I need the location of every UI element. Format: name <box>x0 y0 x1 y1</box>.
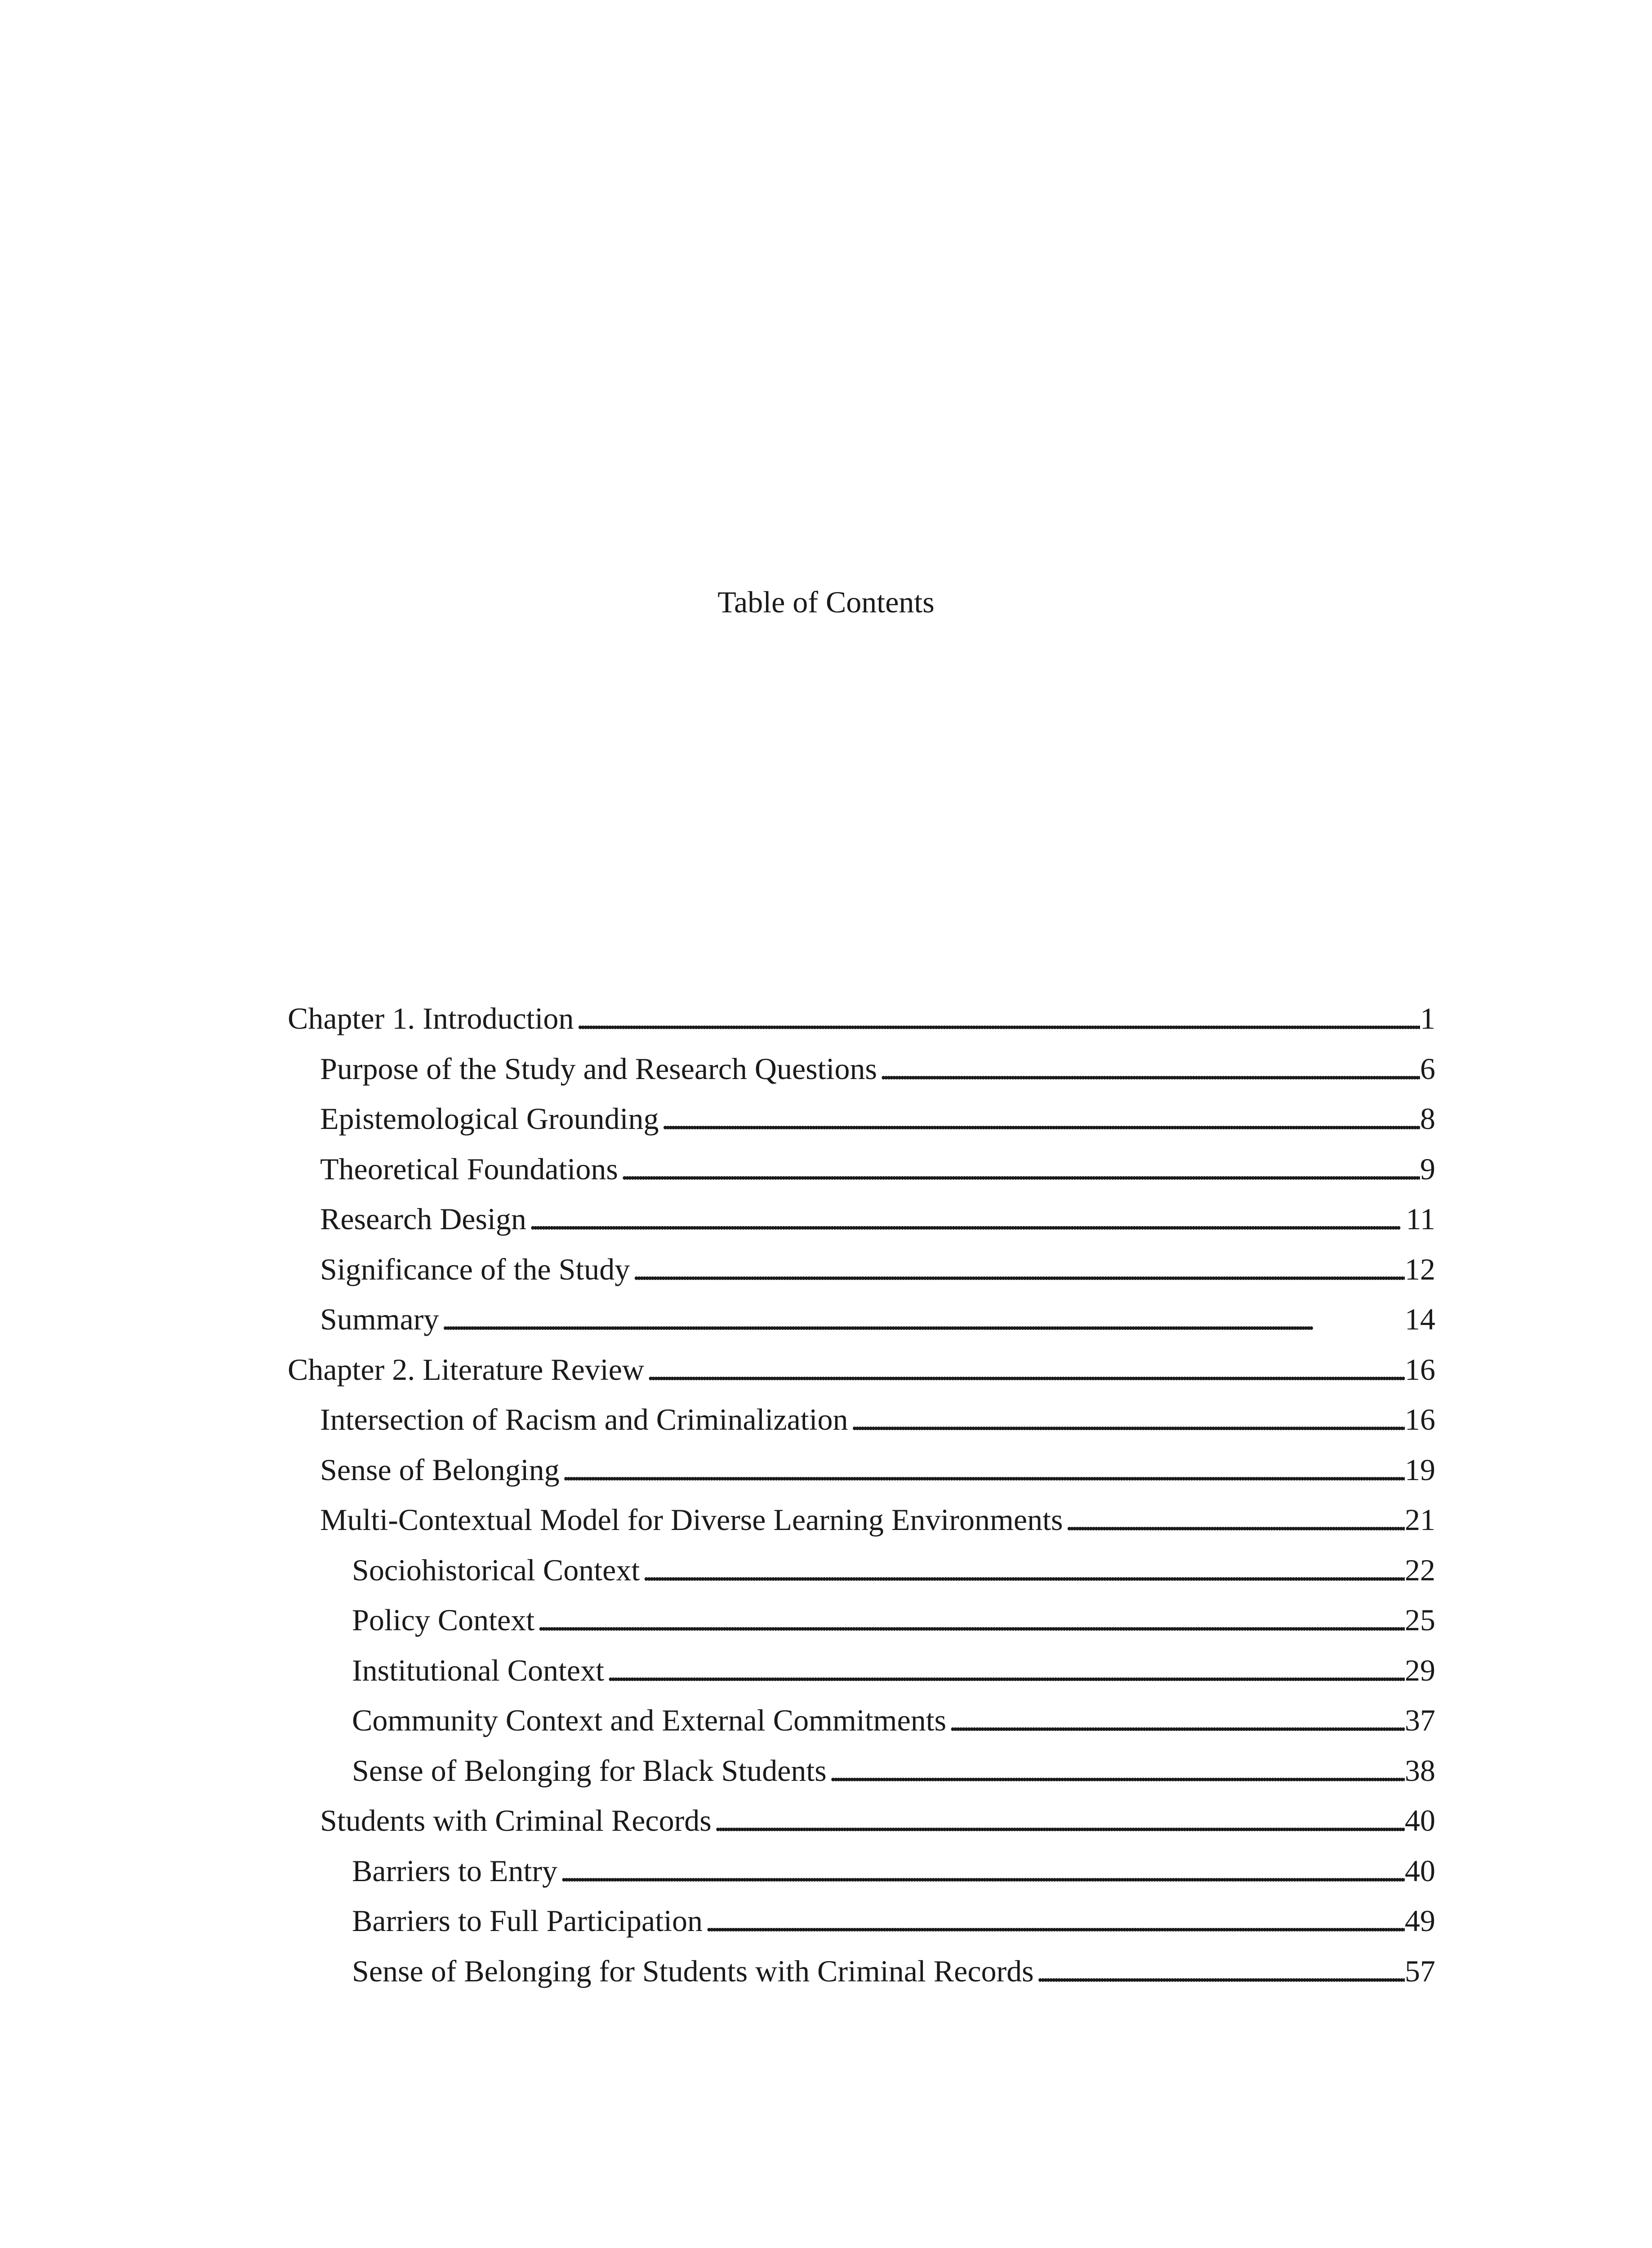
toc-entry[interactable] <box>288 1646 1435 1696</box>
dot-leader <box>604 1646 1405 1696</box>
toc-entry[interactable] <box>288 1144 1435 1195</box>
toc-entry[interactable] <box>288 1796 1435 1846</box>
toc-entry[interactable] <box>288 1896 1435 1946</box>
dot-leader <box>703 1896 1405 1946</box>
toc-entry[interactable] <box>288 1194 1435 1244</box>
toc-entry-page: 29 <box>1405 1653 1435 1687</box>
toc-entry-title: Community Context and External Commitments <box>352 1703 947 1737</box>
toc-entry-title: Summary <box>320 1302 439 1336</box>
toc-entry-page: 16 <box>1405 1352 1435 1387</box>
toc-entry-title: Institutional Context <box>352 1653 604 1687</box>
toc-entry-page: 25 <box>1405 1603 1435 1637</box>
dot-leader <box>630 1244 1405 1295</box>
toc-entry[interactable] <box>288 1395 1435 1445</box>
dot-leader <box>574 994 1420 1044</box>
toc-entry[interactable] <box>288 1044 1435 1094</box>
toc-entry-title: Epistemological Grounding <box>320 1102 659 1136</box>
dot-leader <box>439 1294 1405 1345</box>
toc-entry[interactable] <box>288 1345 1435 1395</box>
toc-entry-title: Barriers to Entry <box>352 1853 557 1888</box>
toc-entry-title: Multi-Contextual Model for Diverse Learning Environments <box>320 1503 1063 1537</box>
toc-entry-page: 19 <box>1405 1452 1435 1487</box>
toc-entry[interactable] <box>288 994 1435 1044</box>
toc-entry[interactable] <box>288 1946 1435 1997</box>
toc-entry[interactable] <box>288 1244 1435 1295</box>
dot-leader <box>618 1144 1420 1195</box>
toc-entry[interactable] <box>288 1495 1435 1545</box>
dot-leader <box>946 1695 1405 1746</box>
dot-leader <box>848 1395 1405 1445</box>
toc-entry-page: 12 <box>1405 1252 1435 1286</box>
toc-entry-title: Sense of Belonging for Students with Criminal Records <box>352 1954 1034 1988</box>
toc-entry-title: Sense of Belonging for Black Students <box>352 1753 827 1788</box>
dot-leader <box>877 1044 1420 1094</box>
dot-leader <box>640 1545 1405 1596</box>
toc-entry[interactable] <box>288 1746 1435 1796</box>
dot-leader <box>534 1595 1405 1646</box>
toc-entry[interactable] <box>288 1595 1435 1646</box>
toc-entry-title: Significance of the Study <box>320 1252 630 1286</box>
toc-entry[interactable] <box>288 1545 1435 1596</box>
toc-entry-page: 21 <box>1405 1503 1435 1537</box>
page-title: Table of Contents <box>717 585 935 619</box>
toc-entry-page: 14 <box>1405 1302 1435 1336</box>
dot-leader <box>557 1846 1405 1896</box>
dot-leader <box>526 1194 1406 1244</box>
toc-entry-page: 22 <box>1405 1552 1435 1587</box>
toc-entry-title: Chapter 1. Introduction <box>288 1001 574 1035</box>
table-of-contents <box>288 994 1435 1996</box>
toc-entry-title: Chapter 2. Literature Review <box>288 1352 645 1387</box>
toc-entry-title: Theoretical Foundations <box>320 1151 618 1186</box>
toc-entry[interactable] <box>288 1846 1435 1896</box>
toc-entry-title: Research Design <box>320 1202 526 1236</box>
toc-entry[interactable] <box>288 1294 1435 1345</box>
dot-leader <box>659 1094 1420 1144</box>
toc-entry[interactable] <box>288 1695 1435 1746</box>
toc-entry-title: Purpose of the Study and Research Questions <box>320 1051 877 1086</box>
dot-leader <box>1063 1495 1405 1545</box>
toc-entry-page: 9 <box>1420 1151 1435 1186</box>
toc-entry-title: Barriers to Full Participation <box>352 1904 703 1938</box>
toc-entry-page: 40 <box>1405 1853 1435 1888</box>
toc-entry-title: Sense of Belonging <box>320 1452 560 1487</box>
toc-entry-page: 8 <box>1420 1102 1435 1136</box>
dot-leader <box>1034 1946 1405 1997</box>
dot-leader <box>560 1445 1405 1495</box>
toc-entry-title: Intersection of Racism and Criminalization <box>320 1402 848 1436</box>
dot-leader <box>644 1345 1405 1395</box>
toc-entry-title: Policy Context <box>352 1603 535 1637</box>
toc-entry-page: 6 <box>1420 1051 1435 1086</box>
toc-entry-page: 16 <box>1405 1402 1435 1436</box>
toc-entry-page: 40 <box>1405 1803 1435 1838</box>
toc-entry[interactable] <box>288 1094 1435 1144</box>
toc-entry-page: 49 <box>1405 1904 1435 1938</box>
toc-entry-title: Sociohistorical Context <box>352 1552 640 1587</box>
toc-entry-page: 37 <box>1405 1703 1435 1737</box>
toc-entry-page: 1 <box>1420 1001 1435 1035</box>
toc-entry-title: Students with Criminal Records <box>320 1803 712 1838</box>
toc-entry[interactable] <box>288 1445 1435 1495</box>
toc-entry-page: 57 <box>1405 1954 1435 1988</box>
toc-entry-page: 38 <box>1405 1753 1435 1788</box>
toc-entry-page: 11 <box>1406 1202 1435 1236</box>
dot-leader <box>827 1746 1405 1796</box>
dot-leader <box>712 1796 1405 1846</box>
